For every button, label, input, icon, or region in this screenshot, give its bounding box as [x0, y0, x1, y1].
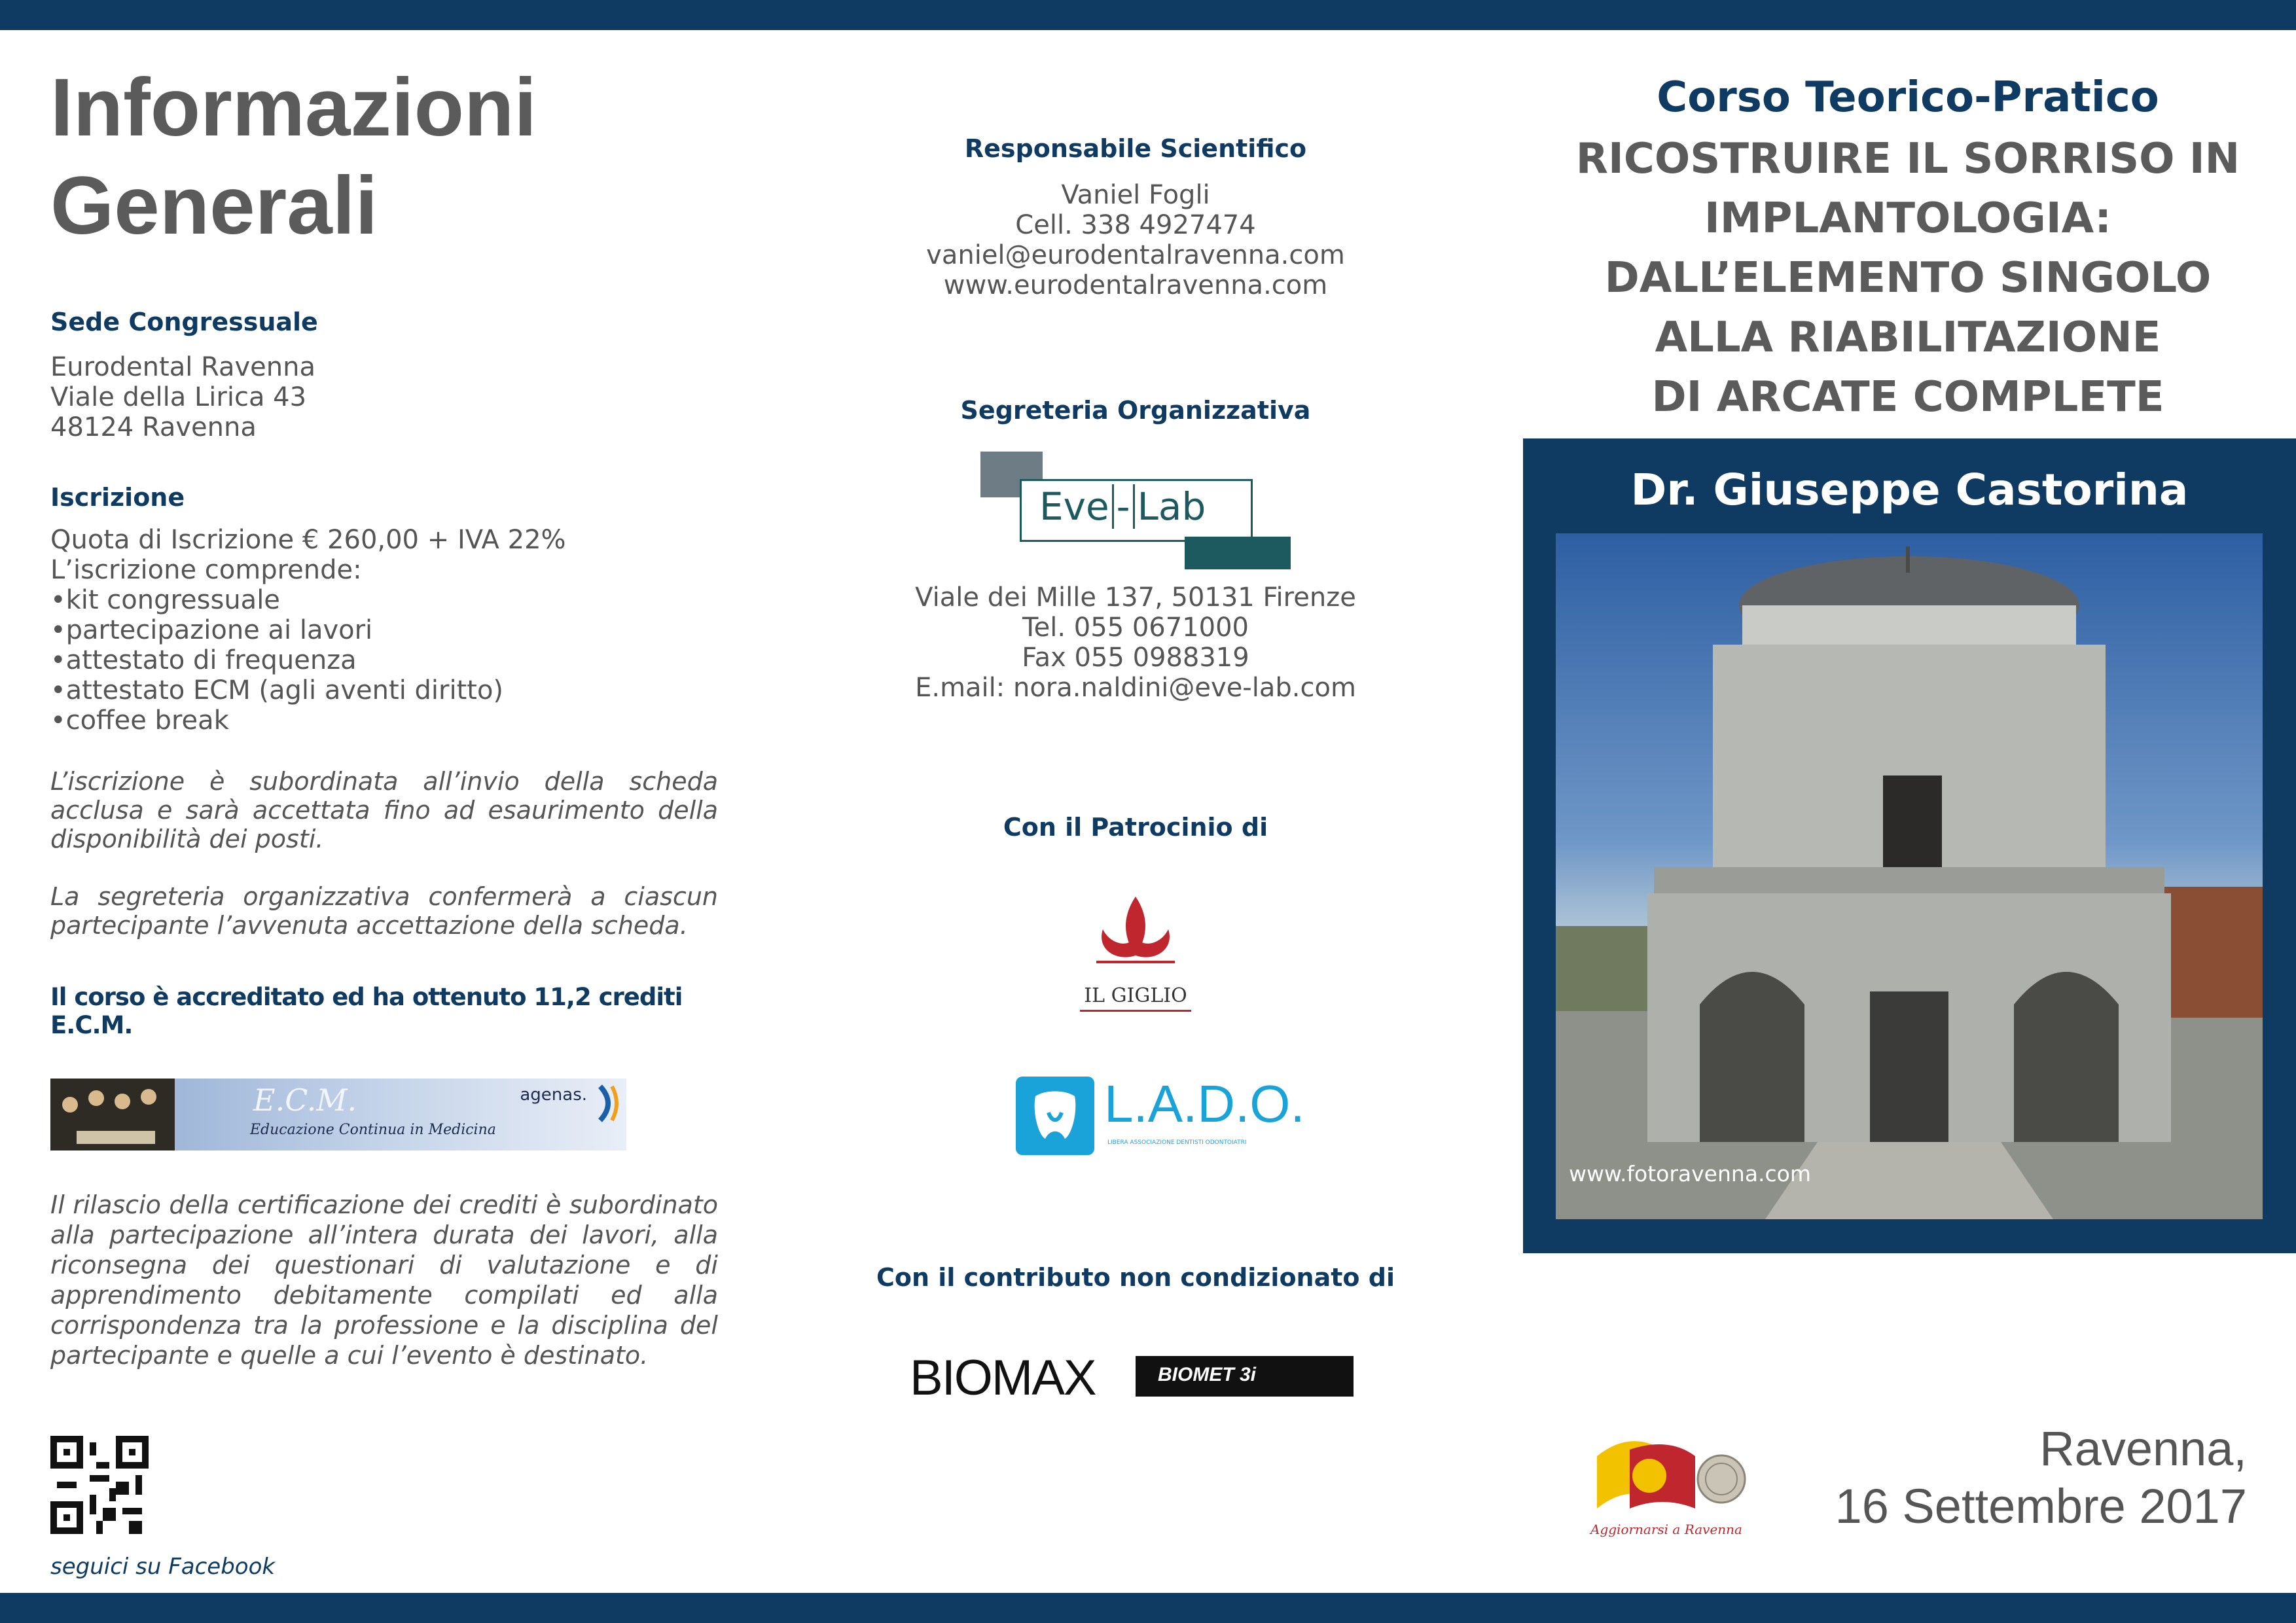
biomet-box [1136, 1356, 1354, 1397]
biomet-text: BIOMET 3i [1158, 1364, 1257, 1385]
fleur-de-lis-icon [1077, 890, 1194, 982]
list-item: •kit congressuale [50, 585, 280, 615]
mausoleum-image [1556, 533, 2263, 1219]
sede-address [50, 352, 718, 442]
event-city: Ravenna, [2039, 1421, 2247, 1476]
evelab-logo [980, 452, 1291, 569]
aggiornarsi-logo [1590, 1430, 1767, 1541]
mausoleum-photo [1556, 533, 2263, 1219]
segr-block [785, 582, 1486, 703]
event-date: 16 Settembre 2017 [1835, 1479, 2247, 1533]
lado-logo [1016, 1075, 1305, 1155]
doctor-name: Dr. Giuseppe Castorina [1630, 465, 2189, 515]
lado-subtitle: LIBERA ASSOCIAZIONE DENTISTI ODONTOIATRI [1107, 1139, 1247, 1146]
segr-address: Viale dei Mille 137, 50131 Firenze [915, 582, 1356, 613]
resp-phone: Cell. 338 4927474 [1015, 210, 1256, 240]
course-type: Corso Teorico-Pratico [1657, 73, 2159, 122]
course-title [1518, 130, 2296, 427]
list-item: •partecipazione ai lavori [50, 615, 373, 645]
accreditation-text: Il corso è accreditato ed ha ottenuto 11,2 crediti E.C.M. [50, 983, 683, 1039]
sede-line: Viale della Lirica 43 [50, 382, 307, 412]
giglio-logo [1073, 890, 1198, 1014]
segr-fax: Fax 055 0988319 [1022, 643, 1249, 673]
resp-name: Vaniel Fogli [1061, 180, 1210, 210]
bottom-band [0, 1593, 2296, 1623]
iscrizione-list [50, 585, 718, 736]
aggiornarsi-text: Aggiornarsi a Ravenna [1590, 1522, 1742, 1537]
patrocinio-heading: Con il Patrocinio di [1003, 813, 1268, 842]
page-title-line2: Generali [50, 160, 378, 251]
sede-line: Eurodental Ravenna [50, 352, 315, 382]
note-conferma: La segreteria organizzativa confermerà a ciascun partecipante l’avvenuta accettazione della scheda. [50, 882, 718, 940]
biomax-text: BIOMAX [910, 1350, 1096, 1406]
sede-heading: Sede Congressuale [50, 308, 318, 336]
giglio-text: IL GIGLIO [1084, 984, 1187, 1007]
page-title-line1: Informazioni [50, 62, 537, 153]
left-column [50, 59, 718, 1580]
resp-website-link[interactable]: www.eurodentalravenna.com [943, 270, 1328, 300]
photo-credit: www.fotoravenna.com [1569, 1161, 1812, 1186]
top-band [0, 0, 2296, 30]
evelab-lab: Lab [1137, 484, 1206, 529]
ecm-banner [50, 1079, 626, 1150]
course-title-line: DI ARCATE COMPLETE [1651, 373, 2164, 421]
comprende-text: L’iscrizione comprende: [50, 555, 362, 585]
resp-heading: Responsabile Scientifico [964, 134, 1307, 163]
giglio-underline [1080, 1010, 1191, 1012]
contributo-heading: Con il contributo non condizionato di [876, 1263, 1395, 1292]
iscrizione-block [50, 525, 718, 736]
ecm-subtitle: Educazione Continua in Medicina [250, 1122, 496, 1138]
segr-tel: Tel. 055 0671000 [1022, 613, 1249, 643]
tooth-icon [1016, 1077, 1094, 1155]
quota-text: Quota di Iscrizione € 260,00 + IVA 22% [50, 525, 566, 555]
note-subordinata: L’iscrizione è subordinata all’invio della scheda acclusa e sarà accettata fino ad esaurimento della disponibilità dei posti. [50, 767, 718, 853]
iscrizione-heading: Iscrizione [50, 483, 185, 512]
doctor-panel [1523, 438, 2296, 1253]
sede-line: 48124 Ravenna [50, 412, 257, 442]
event-place-date [1835, 1420, 2247, 1535]
list-item: •attestato di frequenza [50, 645, 357, 675]
course-title-line: DALL’ELEMENTO SINGOLO [1604, 254, 2212, 302]
segr-heading: Segreteria Organizzativa [960, 396, 1311, 425]
list-item: •coffee break [50, 705, 229, 736]
agenas-logo: agenas. [520, 1085, 587, 1105]
ecm-painting-icon [50, 1079, 175, 1150]
list-item: •attestato ECM (agli aventi diritto) [50, 675, 504, 705]
flag-crest-icon [1590, 1430, 1761, 1515]
evelab-text: Eve - Lab [1039, 484, 1206, 529]
course-title-line: ALLA RIABILITAZIONE [1655, 313, 2161, 362]
course-title-line: RICOSTRUIRE IL SORRISO IN [1575, 135, 2240, 183]
agenas-mark-icon [596, 1084, 622, 1123]
course-title-line: IMPLANTOLOGIA: [1704, 194, 2111, 243]
lado-text: L.A.D.O. [1104, 1075, 1305, 1133]
note-certificazione: Il rilascio della certificazione dei crediti è subordinato alla partecipazione all’intera durata dei lavori, alla riconsegna dei questionari di valutazione e di apprendimento debitamente compilati ed alla corrispondenza tra la professione e la disciplina del partecipante e quelle a cui l’evento è destinato. [50, 1190, 718, 1370]
evelab-bar-icon [1185, 537, 1291, 569]
biomax-logo [910, 1350, 1355, 1406]
resp-block [785, 180, 1486, 300]
facebook-link[interactable]: seguici su Facebook [50, 1554, 276, 1580]
segr-email-link[interactable]: E.mail: nora.naldini@eve-lab.com [915, 673, 1356, 703]
ecm-title: E.C.M. [253, 1082, 357, 1118]
qr-code-icon[interactable] [50, 1436, 149, 1534]
evelab-eve: Eve [1039, 484, 1109, 529]
resp-email-link[interactable]: vaniel@eurodentalravenna.com [926, 240, 1345, 270]
